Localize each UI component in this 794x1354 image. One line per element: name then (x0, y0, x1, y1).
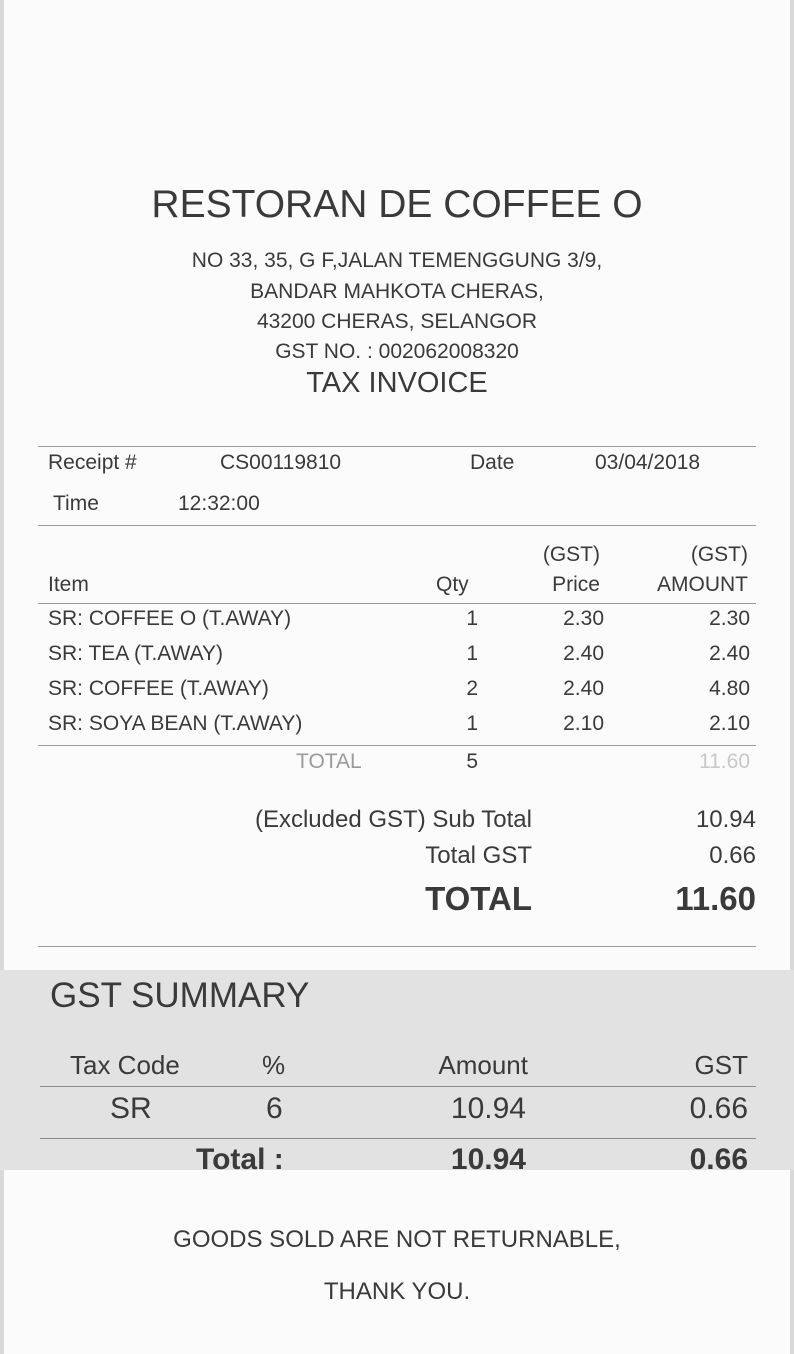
shop-name: RESTORAN DE COFFEE O (151, 183, 643, 226)
col-price: Price (552, 573, 600, 596)
footer-note: GOODS SOLD ARE NOT RETURNABLE, (173, 1226, 621, 1253)
item-qty: 1 (466, 642, 478, 665)
address-line-1: NO 33, 35, G F,JALAN TEMENGGUNG 3/9, (191, 249, 603, 272)
total-gst-value: 0.66 (709, 842, 756, 869)
divider (38, 603, 756, 604)
doc-title: TAX INVOICE (306, 367, 488, 399)
col-qty: Qty (436, 573, 469, 596)
address-line-3: 43200 CHERAS, SELANGOR (256, 310, 538, 333)
col-amount-top: (GST) (690, 543, 748, 566)
gst-total-gst: 0.66 (689, 1143, 748, 1176)
gst-number: GST NO. : 002062008320 (275, 340, 519, 363)
gst-header-percent: % (262, 1050, 286, 1080)
gst-header-amount: Amount (438, 1050, 528, 1080)
gst-row-tax-code: SR (110, 1092, 152, 1125)
receipt-number: CS00119810 (220, 451, 342, 474)
item-name: SR: COFFEE O (T.AWAY) (48, 607, 292, 630)
gst-row-percent: 6 (266, 1092, 283, 1125)
time-label: Time (53, 492, 99, 515)
divider (40, 1138, 756, 1139)
divider (38, 525, 756, 526)
gst-total-label: Total : (196, 1143, 284, 1176)
grand-total-value: 11.60 (675, 880, 756, 917)
item-price: 2.10 (563, 712, 604, 735)
items-total-qty: 5 (466, 750, 478, 773)
item-price: 2.30 (563, 607, 604, 630)
total-gst-label: Total GST (425, 842, 532, 869)
item-price: 2.40 (563, 642, 604, 665)
item-name: SR: TEA (T.AWAY) (48, 642, 224, 665)
item-name: SR: SOYA BEAN (T.AWAY) (48, 712, 303, 735)
items-total-amount: 11.60 (699, 750, 750, 773)
subtotal-label: (Excluded GST) Sub Total (254, 806, 532, 833)
divider (40, 1086, 756, 1087)
gst-header-tax-code: Tax Code (70, 1050, 180, 1080)
gst-row-amount: 10.94 (450, 1092, 526, 1125)
divider (38, 745, 756, 746)
date-value: 03/04/2018 (595, 451, 701, 474)
item-name: SR: COFFEE (T.AWAY) (48, 677, 269, 700)
col-item: Item (48, 573, 89, 596)
item-amount: 2.40 (709, 642, 750, 665)
receipt-label: Receipt # (48, 451, 137, 474)
item-amount: 2.30 (709, 607, 750, 630)
time-value: 12:32:00 (178, 492, 260, 515)
item-qty: 1 (466, 712, 478, 735)
gst-total-amount: 10.94 (450, 1143, 526, 1176)
col-price-top: (GST) (542, 543, 600, 566)
gst-row-gst: 0.66 (689, 1092, 748, 1125)
grand-total-label: TOTAL (425, 880, 532, 917)
address-line-2: BANDAR MAHKOTA CHERAS, (250, 280, 544, 303)
date-label: Date (470, 451, 515, 474)
item-price: 2.40 (563, 677, 604, 700)
item-amount: 2.10 (709, 712, 750, 735)
col-amount: AMOUNT (657, 573, 748, 596)
item-amount: 4.80 (709, 677, 750, 700)
footer-thanks: THANK YOU. (323, 1278, 471, 1305)
item-qty: 2 (466, 677, 478, 700)
divider (38, 946, 756, 947)
divider (38, 446, 756, 447)
gst-header-gst: GST (694, 1050, 748, 1080)
subtotal-value: 10.94 (695, 806, 756, 833)
item-qty: 1 (466, 607, 478, 630)
items-total-label: TOTAL (296, 750, 362, 773)
gst-summary-title: GST SUMMARY (50, 976, 310, 1015)
